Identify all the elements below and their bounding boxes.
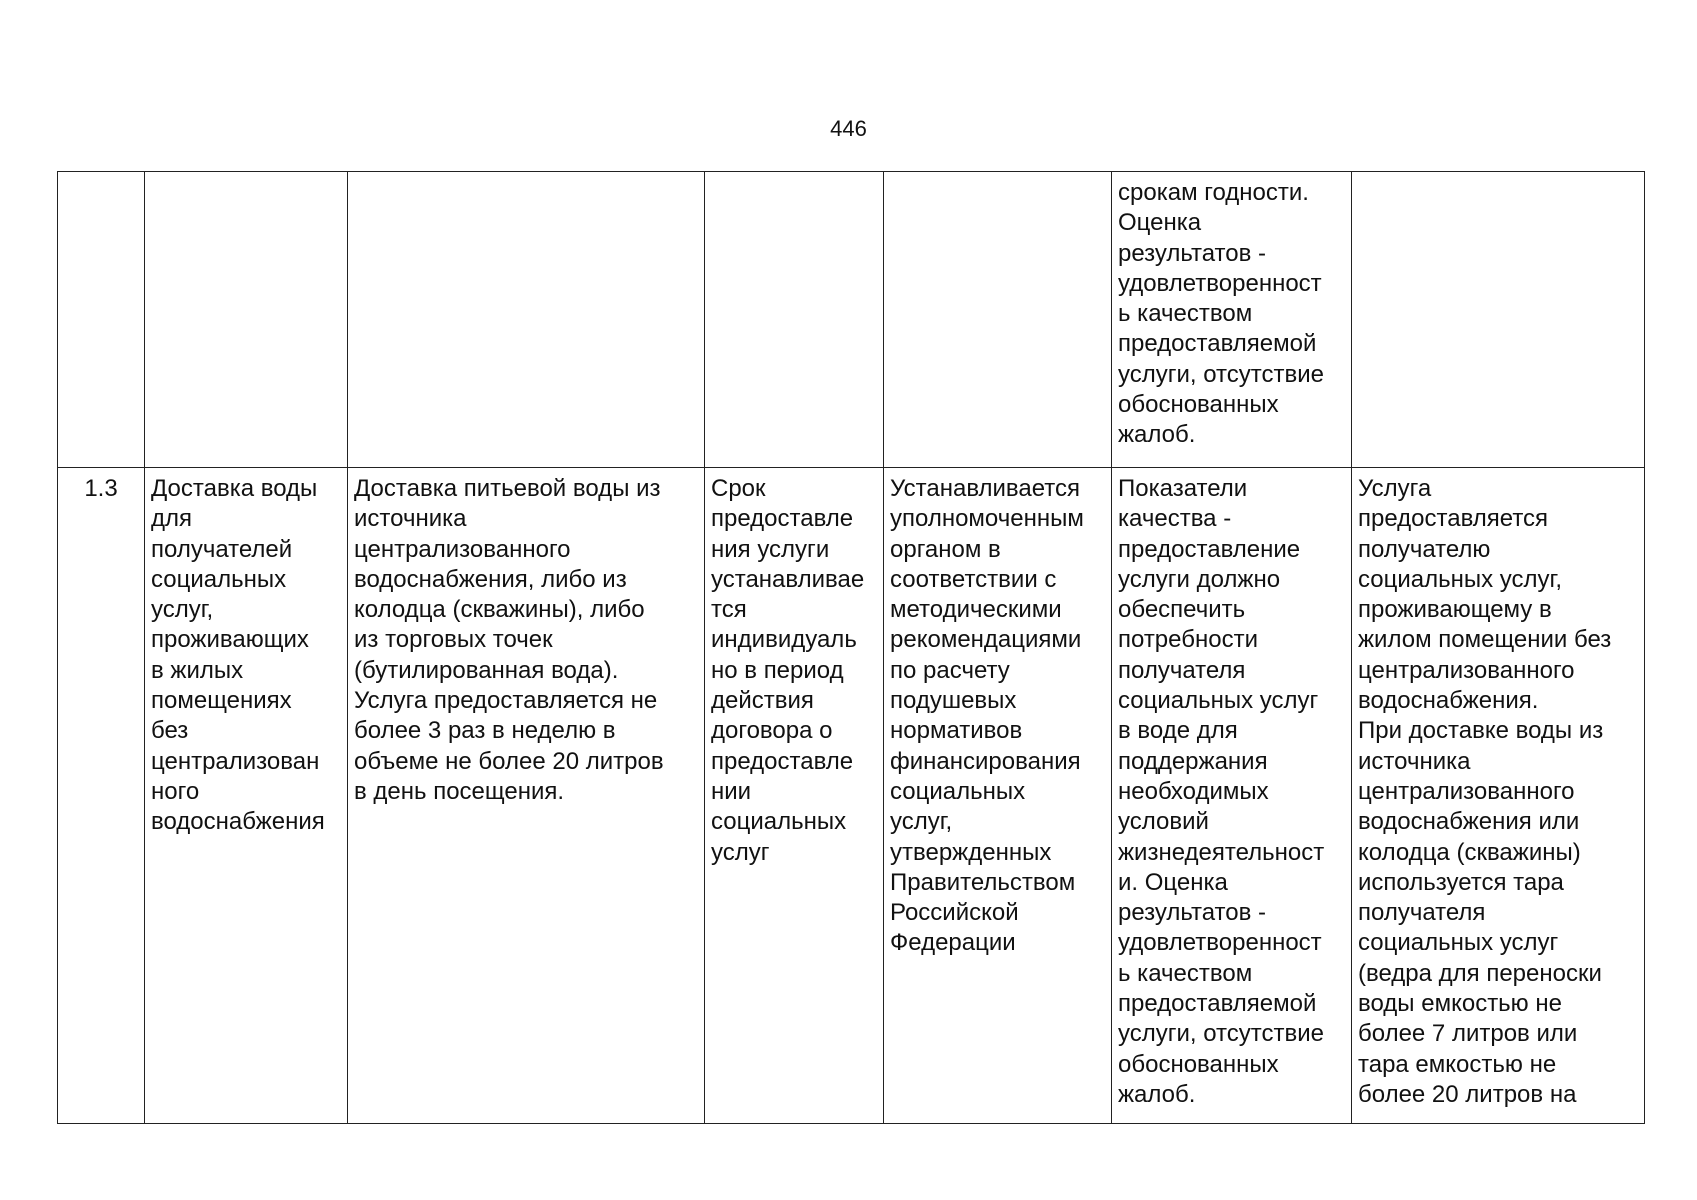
- cell-service-conditions: [1352, 468, 1645, 1124]
- cell-quality-indicators: [1112, 468, 1352, 1124]
- cell-service-tariff: [884, 468, 1112, 1124]
- cell-number: [58, 172, 145, 468]
- cell-service-term: [705, 172, 884, 468]
- cell-service-name: [145, 172, 348, 468]
- cell-service-description: [348, 468, 705, 1124]
- cell-quality-indicators: [1112, 172, 1352, 468]
- page-number: 446: [830, 116, 867, 141]
- service-description-text: Доставка питьевой воды из источника централизованного водоснабжения, либо из колодца (скважины), либо из торговых точек (бутилированная вода). Услуга предоставляется не более 3 раз в неделю в объеме не более 20 литров в день посещения.: [354, 475, 664, 805]
- service-name-text: Доставка воды для получателей социальных услуг, проживающих в жилых помещениях без централизован ного водоснабжения: [151, 475, 325, 836]
- quality-text: срокам годности. Оценка результатов - удовлетворенност ь качеством предоставляемой услуги, отсутствие обоснованных жалоб.: [1118, 179, 1324, 449]
- service-term-text: Срок предоставле ния услуги устанавливае тся индивидуаль но в период действия договора о предоставле нии социальных услуг: [711, 475, 865, 866]
- table-row-service: [58, 468, 1645, 1124]
- service-number: 1.3: [84, 475, 118, 502]
- cell-service-tariff: [884, 172, 1112, 468]
- table-row-continuation: [58, 172, 1645, 468]
- cell-service-term: [705, 468, 884, 1124]
- cell-service-conditions: [1352, 172, 1645, 468]
- service-conditions-text: Услуга предоставляется получателю социальных услуг, проживающему в жилом помещении без централизованного водоснабжения. При доставке воды из источника централизованного водоснабжения или колодца (скважины) используется тара получателя социальных услуг (ведра для переноски воды емкостью не более 7 литров или тара емкостью не более 20 литров на: [1358, 475, 1612, 1108]
- cell-number: [58, 468, 145, 1124]
- quality-text: Показатели качества - предоставление услуги должно обеспечить потребности получателя социальных услуг в воде для поддержания необходимых условий жизнедеятельност и. Оценка результатов - удовлетворенност ь качеством предоставляемой услуги, отсутствие обоснованных жалоб.: [1118, 475, 1325, 1108]
- services-table: [57, 171, 1645, 1124]
- cell-service-name: [145, 468, 348, 1124]
- service-tariff-text: Устанавливается уполномоченным органом в соответствии с методическими рекомендациями по расчету подушевых нормативов финансирования социальных услуг, утвержденных Правительством Российской Федерации: [890, 475, 1084, 957]
- cell-service-description: [348, 172, 705, 468]
